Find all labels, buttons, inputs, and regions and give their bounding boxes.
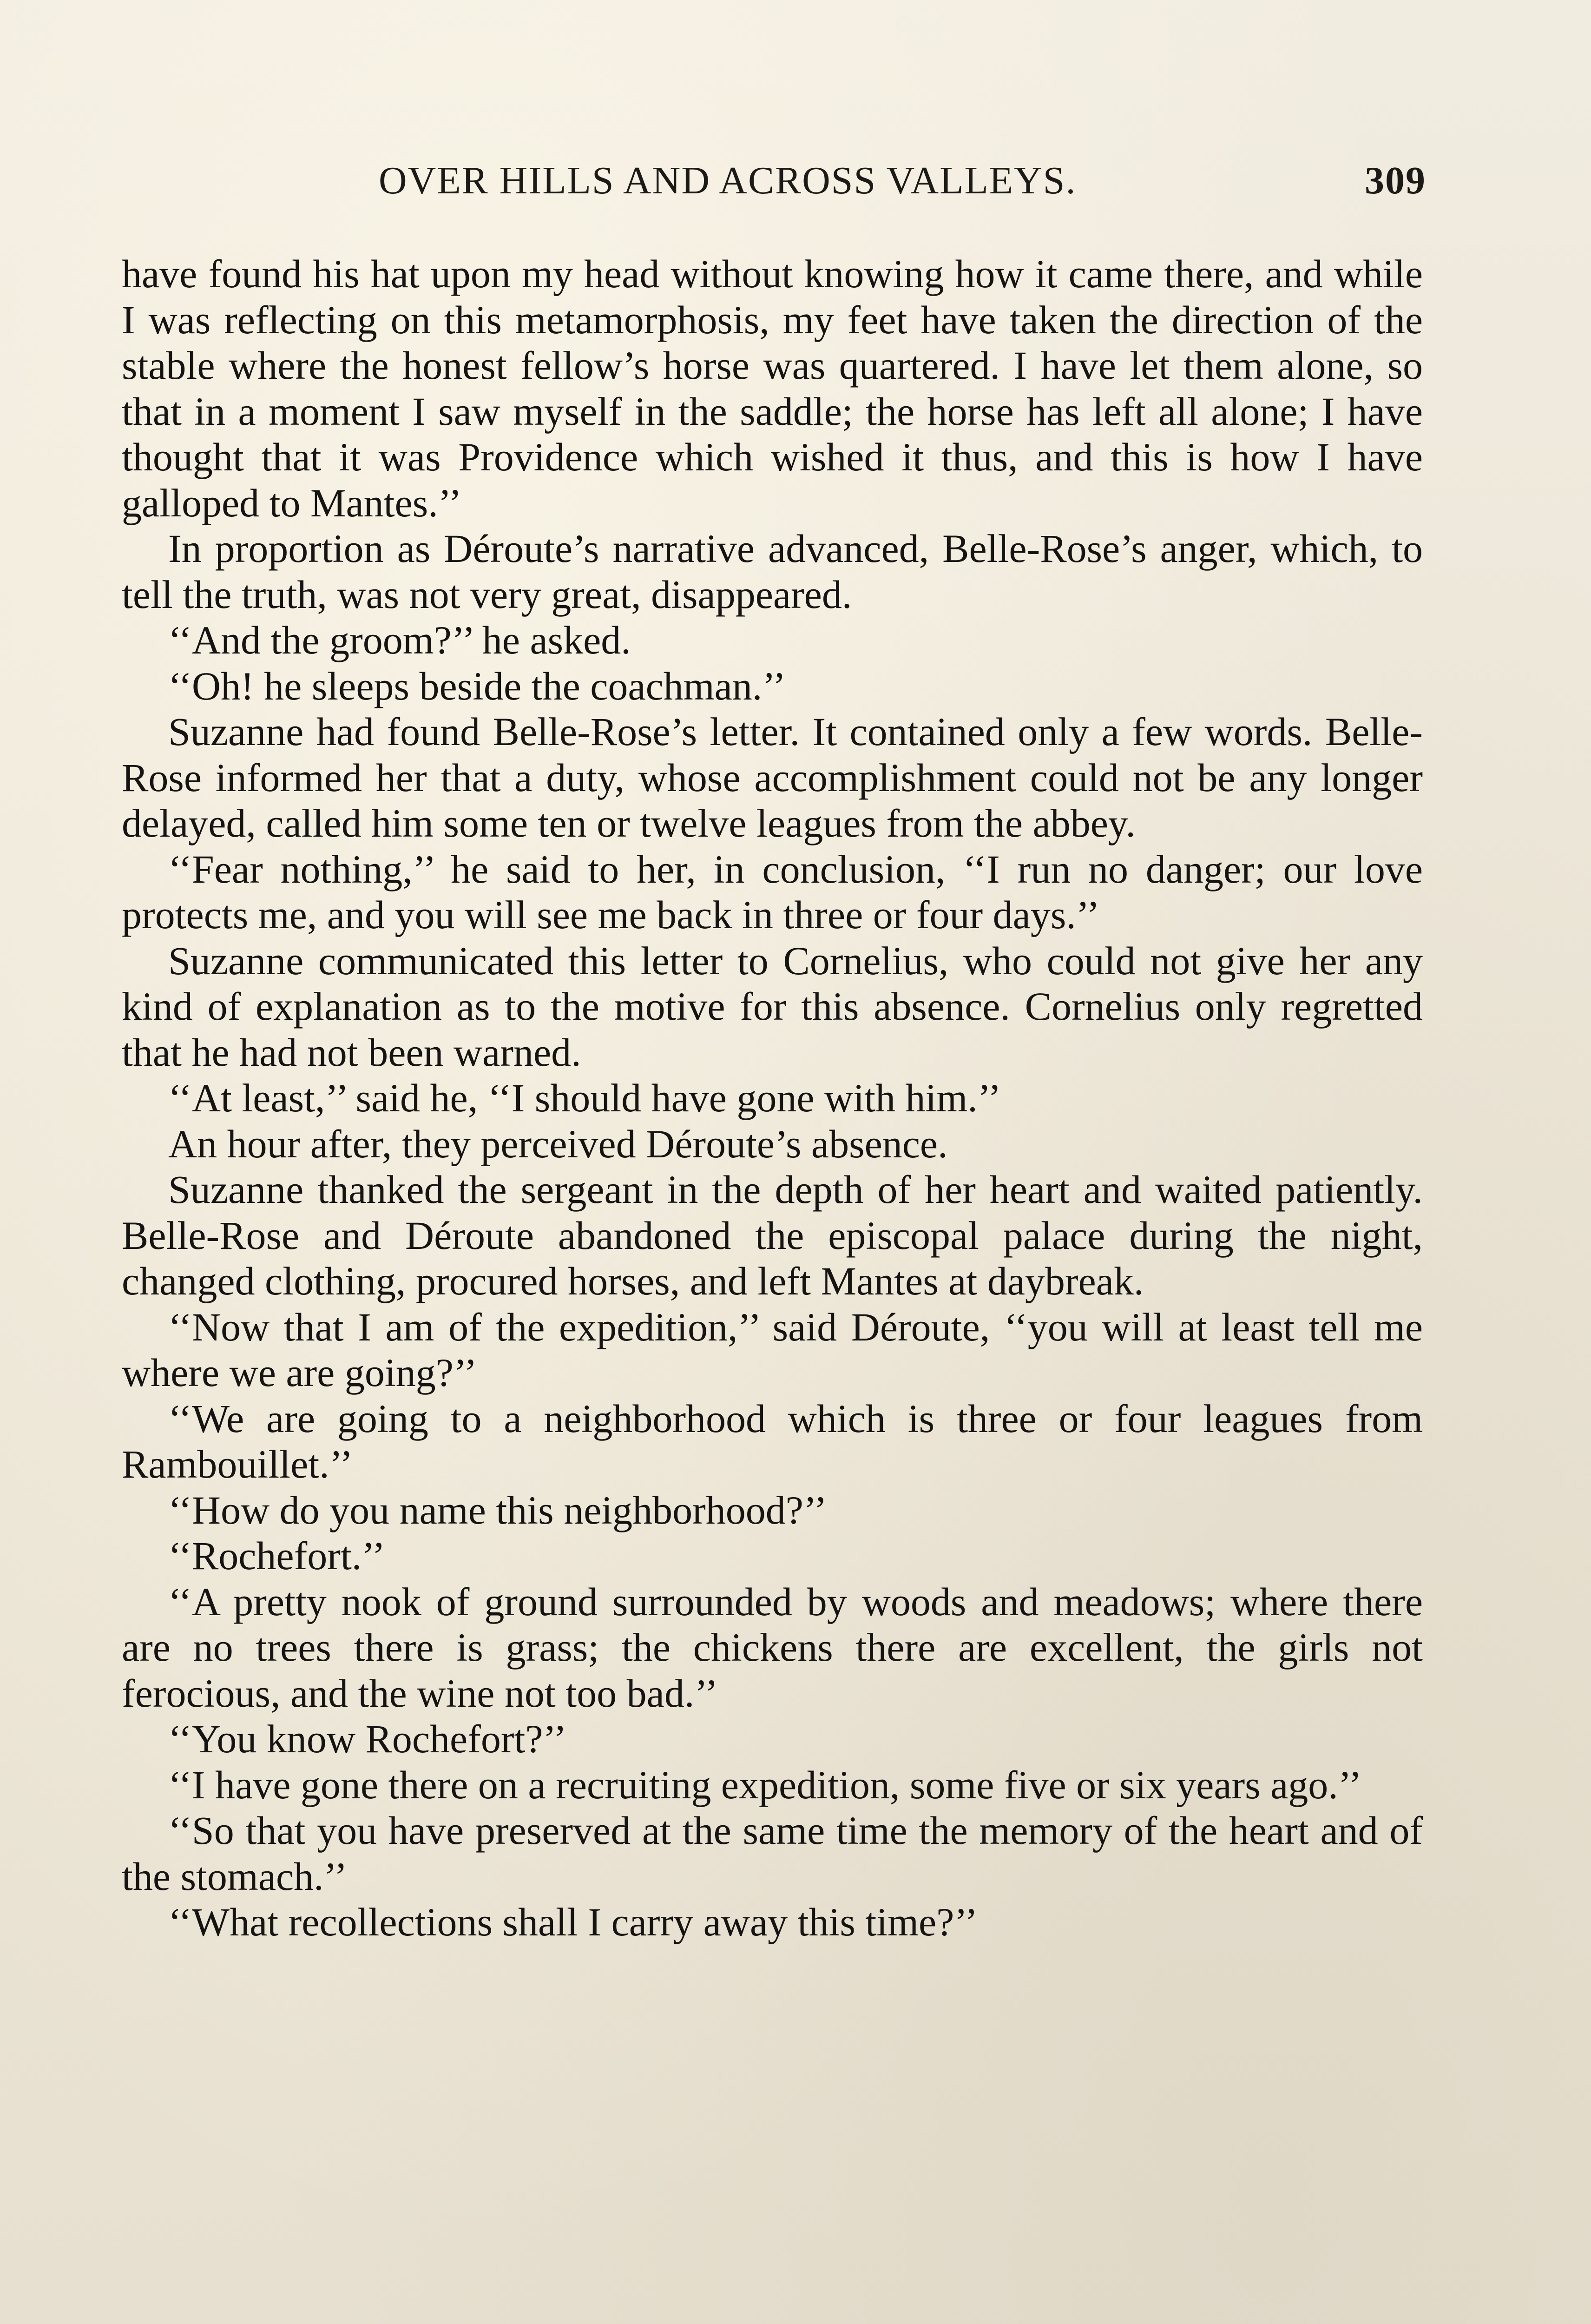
paragraph: ‘‘Rochefort.’’ — [168, 1533, 386, 1578]
paragraph: ‘‘A pretty nook of ground surrounded by woods and meadows; where there are no trees there is grass; the chickens there are excellent, the girls not ferocious, and the wine not too bad.’’ — [122, 1579, 1423, 1716]
paragraph: ‘‘What recollections shall I carry away this time?’’ — [168, 1900, 978, 1944]
paragraph: Suzanne thanked the sergeant in the depth of her heart and waited patiently. Belle-Rose and Déroute abandoned the episcopal palace during the night, changed clothing, procured horses, and left Mantes at daybreak. — [122, 1167, 1423, 1303]
paragraph: Suzanne communicated this letter to Cornelius, who could not give her any kind of explanation as to the motive for this absence. Cornelius only regretted that he had not been warned. — [122, 938, 1423, 1075]
paragraph: ‘‘Fear nothing,’’ he said to her, in conclusion, ‘‘I run no danger; our love protects me, and you will see me back in three or four days.’’ — [122, 846, 1423, 937]
paragraph: ‘‘We are going to a neighborhood which is three or four leagues from Rambouillet.’’ — [122, 1396, 1423, 1486]
paragraph: An hour after, they perceived Déroute’s absence. — [168, 1121, 948, 1166]
paragraph: have found his hat upon my head without knowing how it came there, and while I was reflecting on this metamorphosis, my feet have taken the direction of the stable where the honest fellow’s horse was quartered. I have let them alone, so that in a moment I saw myself in the saddle; the horse has left all alone; I have thought that it was Providence which wished it thus, and this is how I have galloped to Mantes.’’ — [122, 251, 1423, 525]
paragraph: ‘‘How do you name this neighborhood?’’ — [168, 1487, 827, 1532]
paragraph: ‘‘And the groom?’’ he asked. — [168, 618, 631, 662]
page-header — [125, 158, 1426, 209]
paragraph: ‘‘At least,’’ said he, ‘‘I should have gone with him.’’ — [168, 1076, 1001, 1120]
page-number: 309 — [1365, 159, 1426, 202]
paragraph: ‘‘You know Rochefort?’’ — [168, 1717, 567, 1761]
running-head: OVER HILLS AND ACROSS VALLEYS. — [379, 159, 1077, 202]
paragraph: ‘‘Now that I am of the expedition,’’ said Déroute, ‘‘you will at least tell me where we are going?’’ — [122, 1304, 1423, 1395]
paragraph: ‘‘So that you have preserved at the same time the memory of the heart and of the stomach.’’ — [122, 1808, 1423, 1899]
paragraph: In proportion as Déroute’s narrative advanced, Belle-Rose’s anger, which, to tell the truth, was not very great, disappeared. — [122, 526, 1423, 617]
paragraph: Suzanne had found Belle-Rose’s letter. It contained only a few words. Belle-Rose informed her that a duty, whose accomplishment could not be any longer delayed, called him some ten or twelve leagues from the abbey. — [122, 709, 1423, 845]
paragraph: ‘‘Oh! he sleeps beside the coachman.’’ — [168, 663, 786, 708]
paragraph: ‘‘I have gone there on a recruiting expedition, some five or six years ago.’’ — [168, 1762, 1362, 1807]
body-text — [122, 251, 1423, 1945]
